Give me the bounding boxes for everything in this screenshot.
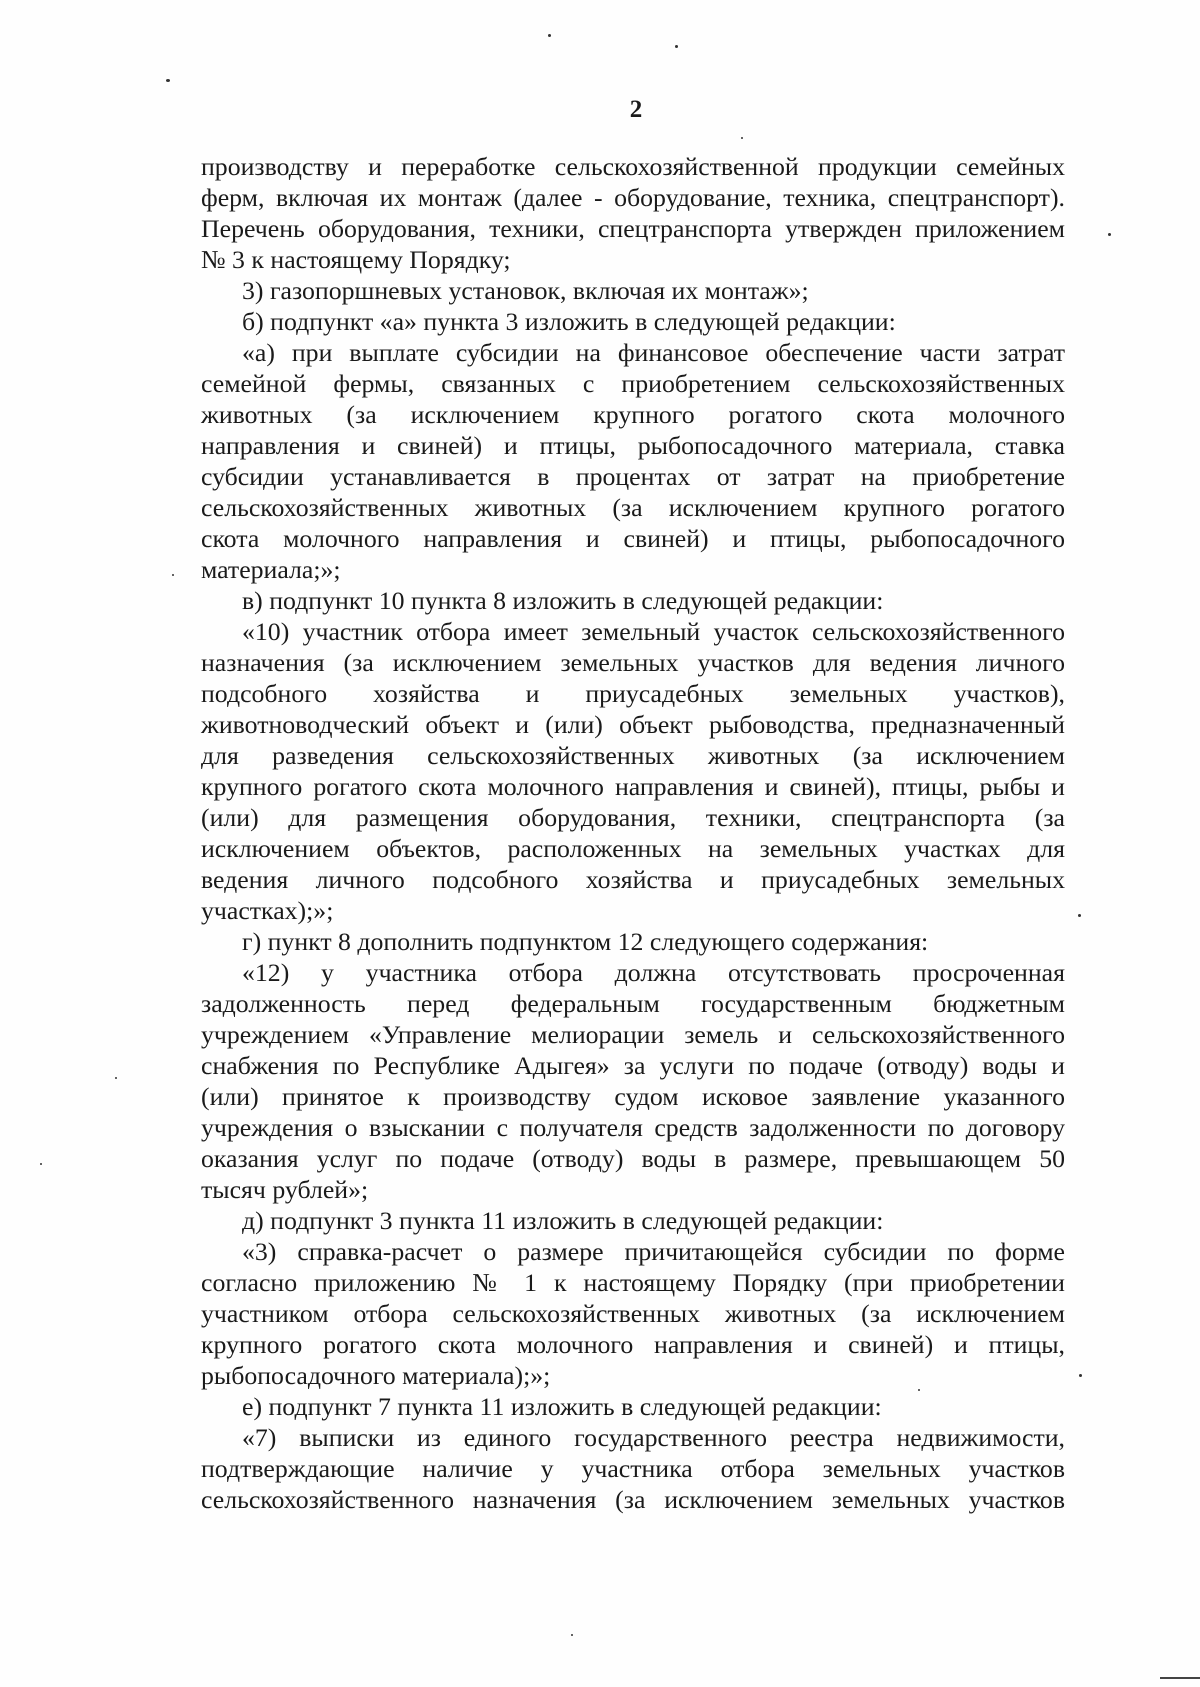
text-line: е) подпункт 7 пункта 11 изложить в следующей редакции: xyxy=(242,1392,882,1421)
page-number: 2 xyxy=(629,96,643,123)
text-line: ферм, включая их монтаж (далее - оборудование, техника, спецтранспорт). xyxy=(201,183,1065,212)
text-line: «3) справка-расчет о размере причитающейся субсидии по форме xyxy=(242,1237,1065,1266)
text-line: сельскохозяйственных животных (за исключением крупного рогатого xyxy=(201,493,1065,522)
text-line: участках);»; xyxy=(201,896,334,925)
text-line: оказания услуг по подаче (отводу) воды в размере, превышающем 50 xyxy=(201,1144,1065,1173)
text-line: д) подпункт 3 пункта 11 изложить в следующей редакции: xyxy=(242,1206,884,1235)
text-line: для разведения сельскохозяйственных животных (за исключением xyxy=(201,741,1065,770)
scan-speck xyxy=(675,45,678,48)
scan-speck xyxy=(548,34,551,37)
text-line: «10) участник отбора имеет земельный участок сельскохозяйственного xyxy=(242,617,1065,646)
scan-edge-mark xyxy=(1160,1677,1200,1679)
scan-speck xyxy=(1078,914,1081,917)
text-line: (или) для размещения оборудования, техники, спецтранспорта (за xyxy=(201,803,1065,832)
scan-speck xyxy=(1079,1374,1082,1377)
text-line: материала;»; xyxy=(201,555,341,584)
text-line: крупного рогатого скота молочного направления и свиней), птицы, рыбы и xyxy=(201,772,1065,801)
text-line: № 3 к настоящему Порядку; xyxy=(201,245,511,274)
scan-speck xyxy=(115,1077,117,1079)
text-line: крупного рогатого скота молочного направления и свиней) и птицы, xyxy=(201,1330,1065,1359)
text-line: Перечень оборудования, техники, спецтранспорта утвержден приложением xyxy=(201,214,1065,243)
text-line: г) пункт 8 дополнить подпунктом 12 следующего содержания: xyxy=(242,927,929,956)
scan-speck xyxy=(166,79,170,82)
scan-speck xyxy=(918,1389,920,1391)
text-line: подтверждающие наличие у участника отбора земельных участков xyxy=(201,1454,1065,1483)
text-line: участником отбора сельскохозяйственных животных (за исключением xyxy=(201,1299,1065,1328)
text-line: «а) при выплате субсидии на финансовое обеспечение части затрат xyxy=(242,338,1065,367)
text-line: рыбопосадочного материала);»; xyxy=(201,1361,551,1390)
scan-speck xyxy=(40,1163,42,1165)
text-line: учреждения о взыскании с получателя средств задолженности по договору xyxy=(201,1113,1065,1142)
text-line: тысяч рублей»; xyxy=(201,1175,369,1204)
text-line: «12) у участника отбора должна отсутствовать просроченная xyxy=(242,958,1065,987)
text-line: сельскохозяйственного назначения (за исключением земельных участков xyxy=(201,1485,1065,1514)
text-line: ведения личного подсобного хозяйства и приусадебных земельных xyxy=(201,865,1065,894)
text-line: снабжения по Республике Адыгея» за услуги по подаче (отводу) воды и xyxy=(201,1051,1065,1080)
text-line: подсобного хозяйства и приусадебных земельных участков), xyxy=(201,679,1065,708)
text-line: назначения (за исключением земельных участков для ведения личного xyxy=(201,648,1065,677)
scan-speck xyxy=(741,137,743,139)
scan-speck xyxy=(571,1634,573,1636)
text-line: учреждением «Управление мелиорации земель и сельскохозяйственного xyxy=(201,1020,1065,1049)
text-line: «7) выписки из единого государственного реестра недвижимости, xyxy=(242,1423,1065,1452)
text-line: направления и свиней) и птицы, рыбопосадочного материала, ставка xyxy=(201,431,1065,460)
text-line: в) подпункт 10 пункта 8 изложить в следующей редакции: xyxy=(242,586,884,615)
text-line: 3) газопоршневых установок, включая их монтаж»; xyxy=(242,276,809,305)
text-line: (или) принятое к производству судом исковое заявление указанного xyxy=(201,1082,1065,1111)
document-body xyxy=(201,151,1065,1515)
text-line: скота молочного направления и свиней) и птицы, рыбопосадочного xyxy=(201,524,1065,553)
text-line: производству и переработке сельскохозяйственной продукции семейных xyxy=(201,152,1065,181)
text-line: животноводческий объект и (или) объект рыбоводства, предназначенный xyxy=(201,710,1065,739)
text-line: семейной фермы, связанных с приобретением сельскохозяйственных xyxy=(201,369,1065,398)
text-line: животных (за исключением крупного рогатого скота молочного xyxy=(201,400,1065,429)
text-line: согласно приложению № 1 к настоящему Порядку (при приобретении xyxy=(201,1268,1065,1297)
text-line: б) подпункт «а» пункта 3 изложить в следующей редакции: xyxy=(242,307,896,336)
text-line: задолженность перед федеральным государственным бюджетным xyxy=(201,989,1065,1018)
scan-speck xyxy=(1108,233,1111,236)
text-line: исключением объектов, расположенных на земельных участках для xyxy=(201,834,1065,863)
text-line: субсидии устанавливается в процентах от затрат на приобретение xyxy=(201,462,1065,491)
scan-speck xyxy=(172,574,174,576)
